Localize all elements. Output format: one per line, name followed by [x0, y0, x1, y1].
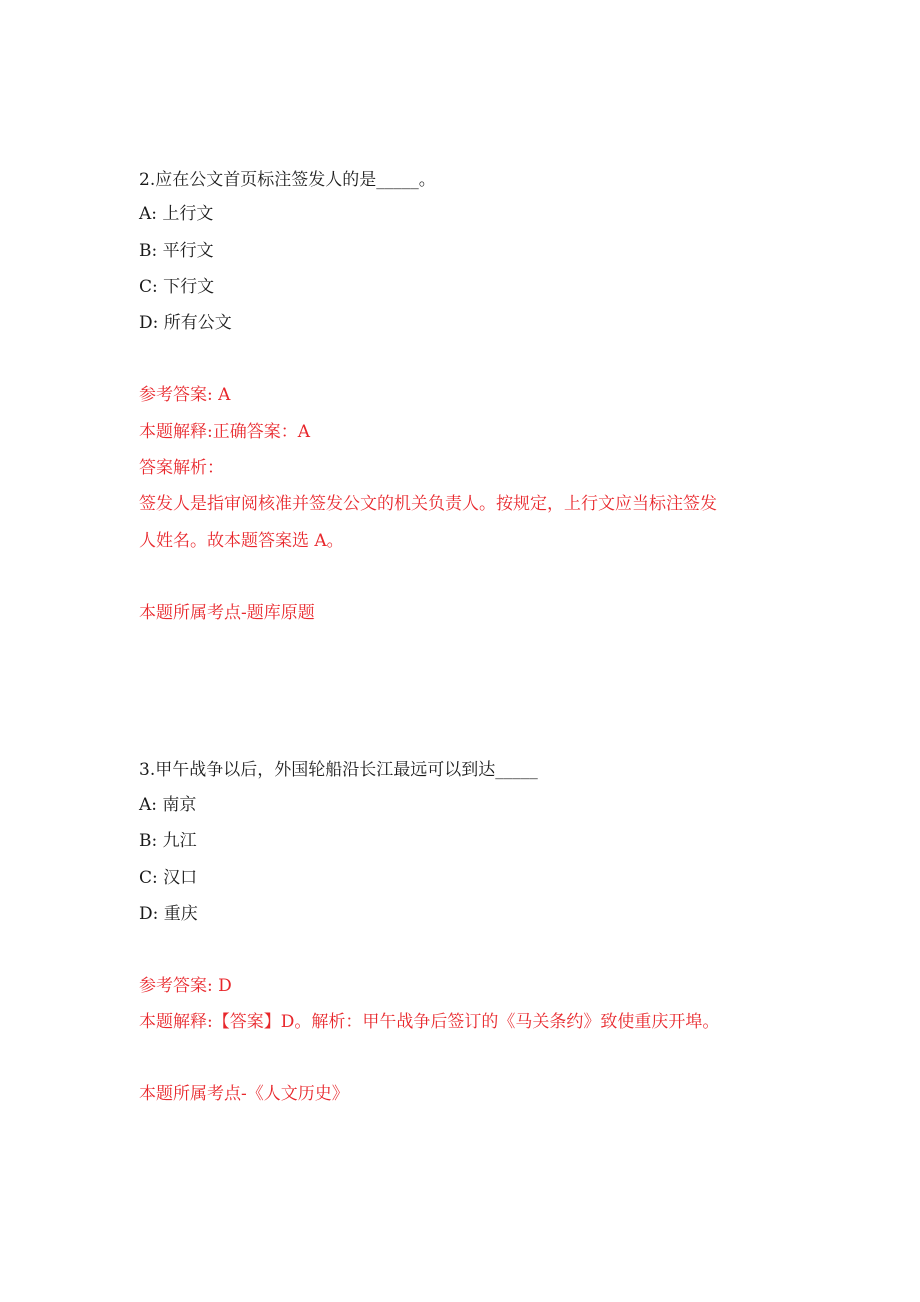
question-2-option-b: B: 平行文: [139, 241, 214, 261]
question-3-option-b: B: 九江: [139, 831, 197, 851]
question-2-option-d: D: 所有公文: [139, 313, 232, 333]
question-2-analysis-line-2: 人姓名。故本题答案选 A。: [139, 531, 344, 551]
question-3-stem: 3.甲午战争以后，外国轮船沿长江最远可以到达_____: [139, 760, 538, 780]
question-2-option-c: C: 下行文: [139, 277, 215, 297]
question-2-explanation-title: 本题解释:正确答案：A: [139, 422, 311, 442]
question-3-option-a: A: 南京: [139, 795, 197, 815]
question-3-reference-answer: 参考答案: D: [139, 976, 232, 996]
question-2-stem: 2.应在公文首页标注签发人的是_____。: [139, 170, 436, 190]
question-3-topic: 本题所属考点-《人文历史》: [139, 1084, 349, 1104]
question-2-topic: 本题所属考点-题库原题: [139, 603, 315, 623]
question-3-option-c: C: 汉口: [139, 868, 198, 888]
question-2-option-a: A: 上行文: [139, 204, 214, 224]
question-3-explanation-title: 本题解释:【答案】D。解析：甲午战争后签订的《马关条约》致使重庆开埠。: [139, 1012, 720, 1032]
question-2-analysis-label: 答案解析：: [139, 458, 224, 478]
question-3-option-d: D: 重庆: [139, 904, 198, 924]
question-2-reference-answer: 参考答案: A: [139, 385, 231, 405]
question-2-analysis-line-1: 签发人是指审阅核准并签发公文的机关负责人。按规定，上行文应当标注签发: [139, 494, 717, 514]
